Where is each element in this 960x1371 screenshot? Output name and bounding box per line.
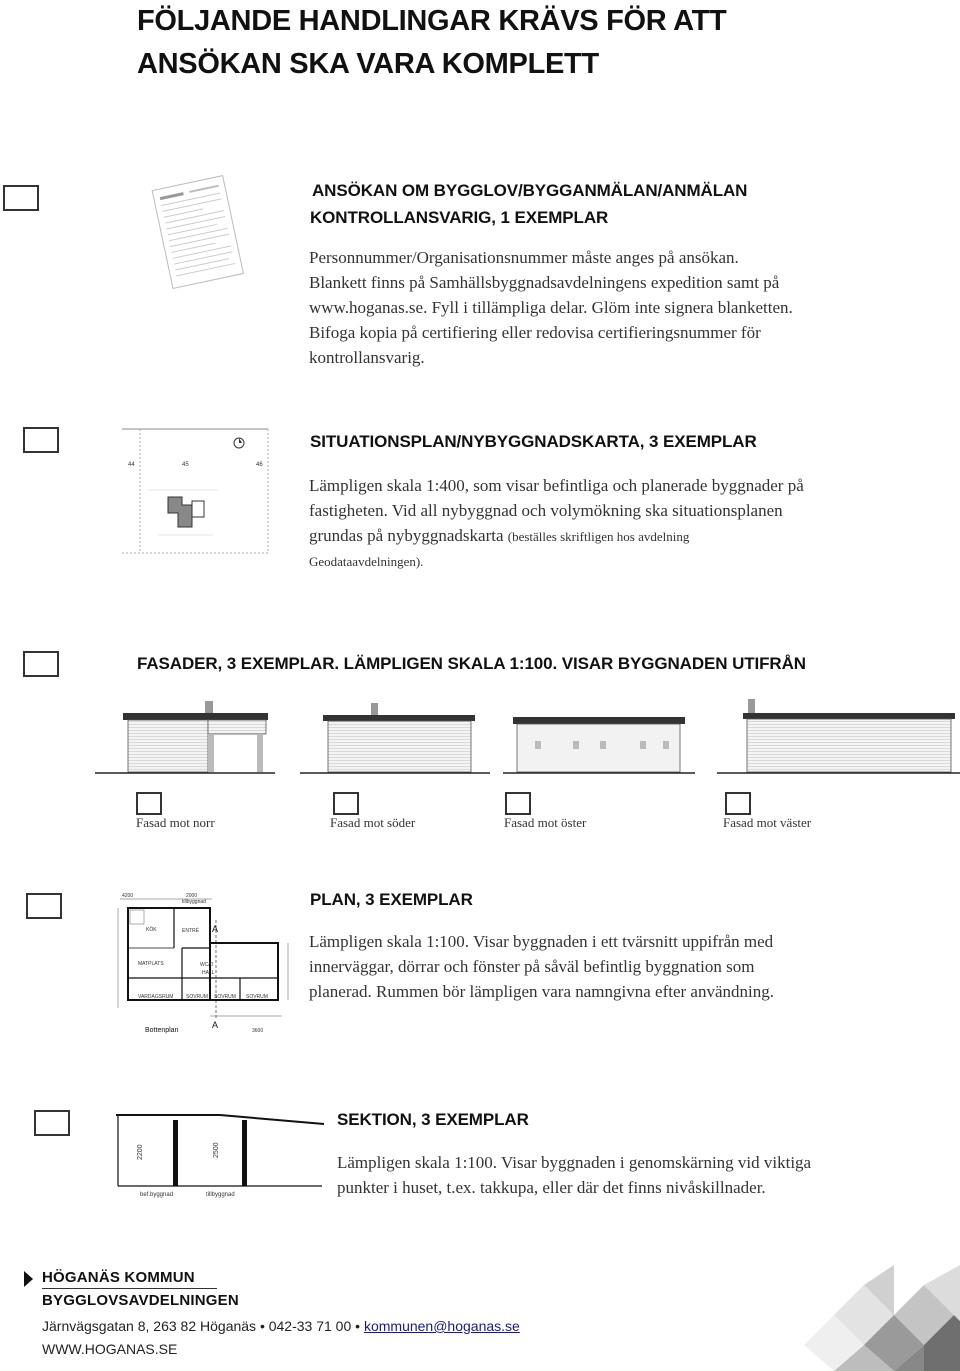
footer-phone: 042-33 71 00 <box>268 1318 352 1334</box>
ansokan-text <box>309 245 869 370</box>
section-dim-2200: 2200 <box>137 1144 144 1160</box>
situationsplan-heading: SITUATIONSPLAN/NYBYGGNADSKARTA, 3 EXEMPLAR <box>310 432 757 451</box>
section-bef-byggnad: bef.byggnad <box>140 1192 174 1198</box>
section-dim-2500: 2500 <box>213 1142 220 1158</box>
footer-dept: BYGGLOVSAVDELNINGEN <box>42 1292 239 1309</box>
checkbox-fasad-vaster[interactable] <box>725 792 751 815</box>
situationsplan-line3-main: grundas på nybyggnadskarta <box>309 526 508 545</box>
facade-west-drawing <box>717 699 960 773</box>
checkbox-sektion[interactable] <box>34 1110 70 1136</box>
plan-line: planerad. Rummen bör lämpligen vara namngivna efter användning. <box>309 982 774 1001</box>
page-title-line1: FÖLJANDE HANDLINGAR KRÄVS FÖR ATT <box>137 5 727 37</box>
plan-matplats: MATPLATS <box>138 961 164 967</box>
caption-fasad-oster: Fasad mot öster <box>504 815 587 830</box>
map-label-46: 46 <box>256 462 263 468</box>
ansokan-heading-line2: KONTROLLANSVARIG, 1 EXEMPLAR <box>310 208 609 227</box>
footer-bullet: • <box>259 1318 265 1334</box>
situationsplan-line <box>309 523 889 549</box>
ansokan-line: kontrollansvarig. <box>309 348 425 367</box>
ansokan-line: Personnummer/Organisationsnummer måste anges på ansökan. <box>309 248 739 267</box>
plan-dim-2000: 2000 <box>186 893 198 899</box>
plan-dim-3600: 3600 <box>252 1028 264 1034</box>
checkbox-fasad-norr[interactable] <box>136 792 162 815</box>
plan-bottenplan: Bottenplan <box>145 1027 179 1034</box>
footer-divider <box>42 1288 217 1289</box>
plan-marker-a: A <box>212 924 219 934</box>
situationsplan-line: fastigheten. Vid all nybyggnad och volymökning ska situationsplanen <box>309 501 783 520</box>
footer-web-link[interactable]: WWW.HOGANAS.SE <box>42 1341 178 1357</box>
hoganas-logo-graphic <box>794 1265 960 1371</box>
caption-fasad-vaster: Fasad mot väster <box>723 815 812 830</box>
plan-sovrum: SOVRUM <box>214 994 236 1000</box>
checkbox-situationsplan[interactable] <box>23 427 59 453</box>
plan-heading: PLAN, 3 EXEMPLAR <box>310 890 473 909</box>
plan-hall: HALL <box>202 970 215 976</box>
footer-org: HÖGANÄS KOMMUN <box>42 1269 195 1286</box>
site-plan-thumbnail <box>118 425 278 560</box>
page-title <box>137 0 937 86</box>
ansokan-heading-line1: ANSÖKAN OM BYGGLOV/BYGGANMÄLAN/ANMÄLAN <box>312 181 748 200</box>
situationsplan-text <box>309 473 889 574</box>
page-title-line2: ANSÖKAN SKA VARA KOMPLETT <box>137 48 599 80</box>
arrow-right-icon <box>22 1270 34 1288</box>
plan-line: innerväggar, dörrar och fönster på såväl befintlig byggnation som <box>309 957 755 976</box>
checkbox-fasader[interactable] <box>23 651 59 677</box>
plan-marker-a: A <box>212 1020 219 1030</box>
sektion-text <box>337 1150 897 1200</box>
fasader-heading: FASADER, 3 EXEMPLAR. LÄMPLIGEN SKALA 1:100. VISAR BYGGNADEN UTIFRÅN <box>137 654 806 673</box>
map-label-44: 44 <box>128 462 135 468</box>
section-thumbnail <box>110 1108 326 1198</box>
plan-sovrum: SOVRUM <box>186 994 208 1000</box>
facade-north-drawing <box>95 701 275 773</box>
situationsplan-line4: Geodataavdelningen). <box>309 554 424 569</box>
checkbox-fasad-soder[interactable] <box>333 792 359 815</box>
footer-email-link[interactable]: kommunen@hoganas.se <box>363 1318 520 1334</box>
plan-vardagsrum: VARDAGSRUM <box>138 994 174 1000</box>
ansokan-line: Bifoga kopia på certifiering eller redovisa certifieringsnummer för <box>309 323 761 342</box>
ansokan-heading <box>312 177 747 231</box>
situationsplan-line: Lämpligen skala 1:400, som visar befintliga och planerade byggnader på <box>309 476 804 495</box>
plan-wc: WC/D <box>200 962 214 968</box>
situationsplan-line3-small: (beställes skriftligen hos avdelning <box>507 529 690 544</box>
caption-fasad-norr: Fasad mot norr <box>136 815 215 830</box>
plan-tillbyggnad: tillbyggnad <box>182 899 206 905</box>
plan-sovrum: SOVRUM <box>246 994 268 1000</box>
checkbox-ansokan[interactable] <box>3 185 39 211</box>
plan-text <box>309 929 869 1004</box>
plan-dim-4200: 4200 <box>122 893 134 899</box>
checkbox-plan[interactable] <box>26 893 62 919</box>
section-tillbyggnad: tillbyggnad <box>206 1192 235 1198</box>
plan-entre: ENTRÉ <box>182 928 199 934</box>
facade-south-drawing <box>300 703 490 773</box>
ansokan-line: Blankett finns på Samhällsbyggnadsavdelningens expedition samt på <box>309 273 780 292</box>
checkbox-fasad-oster[interactable] <box>505 792 531 815</box>
facade-drawings <box>95 695 960 780</box>
footer-address: Järnvägsgatan 8, 263 82 Höganäs <box>42 1318 257 1334</box>
sektion-heading: SEKTION, 3 EXEMPLAR <box>337 1110 529 1129</box>
sektion-line: punkter i huset, t.ex. takkupa, eller där det finns nivåskillnader. <box>337 1178 766 1197</box>
facade-east-drawing <box>503 717 695 773</box>
sektion-line: Lämpligen skala 1:100. Visar byggnaden i genomskärning vid viktiga <box>337 1153 812 1172</box>
plan-kok: KÖK <box>146 927 157 933</box>
ansokan-line: www.hoganas.se. Fyll i tillämpliga delar. Glöm inte signera blanketten. <box>309 298 793 317</box>
plan-line: Lämpligen skala 1:100. Visar byggnaden i ett tvärsnitt uppifrån med <box>309 932 774 951</box>
application-form-thumbnail <box>148 168 248 298</box>
caption-fasad-soder: Fasad mot söder <box>330 815 416 830</box>
footer-bullet: • <box>355 1318 361 1334</box>
footer-contact <box>42 1318 520 1334</box>
map-label-45: 45 <box>182 462 189 468</box>
floor-plan-thumbnail <box>112 888 300 1036</box>
